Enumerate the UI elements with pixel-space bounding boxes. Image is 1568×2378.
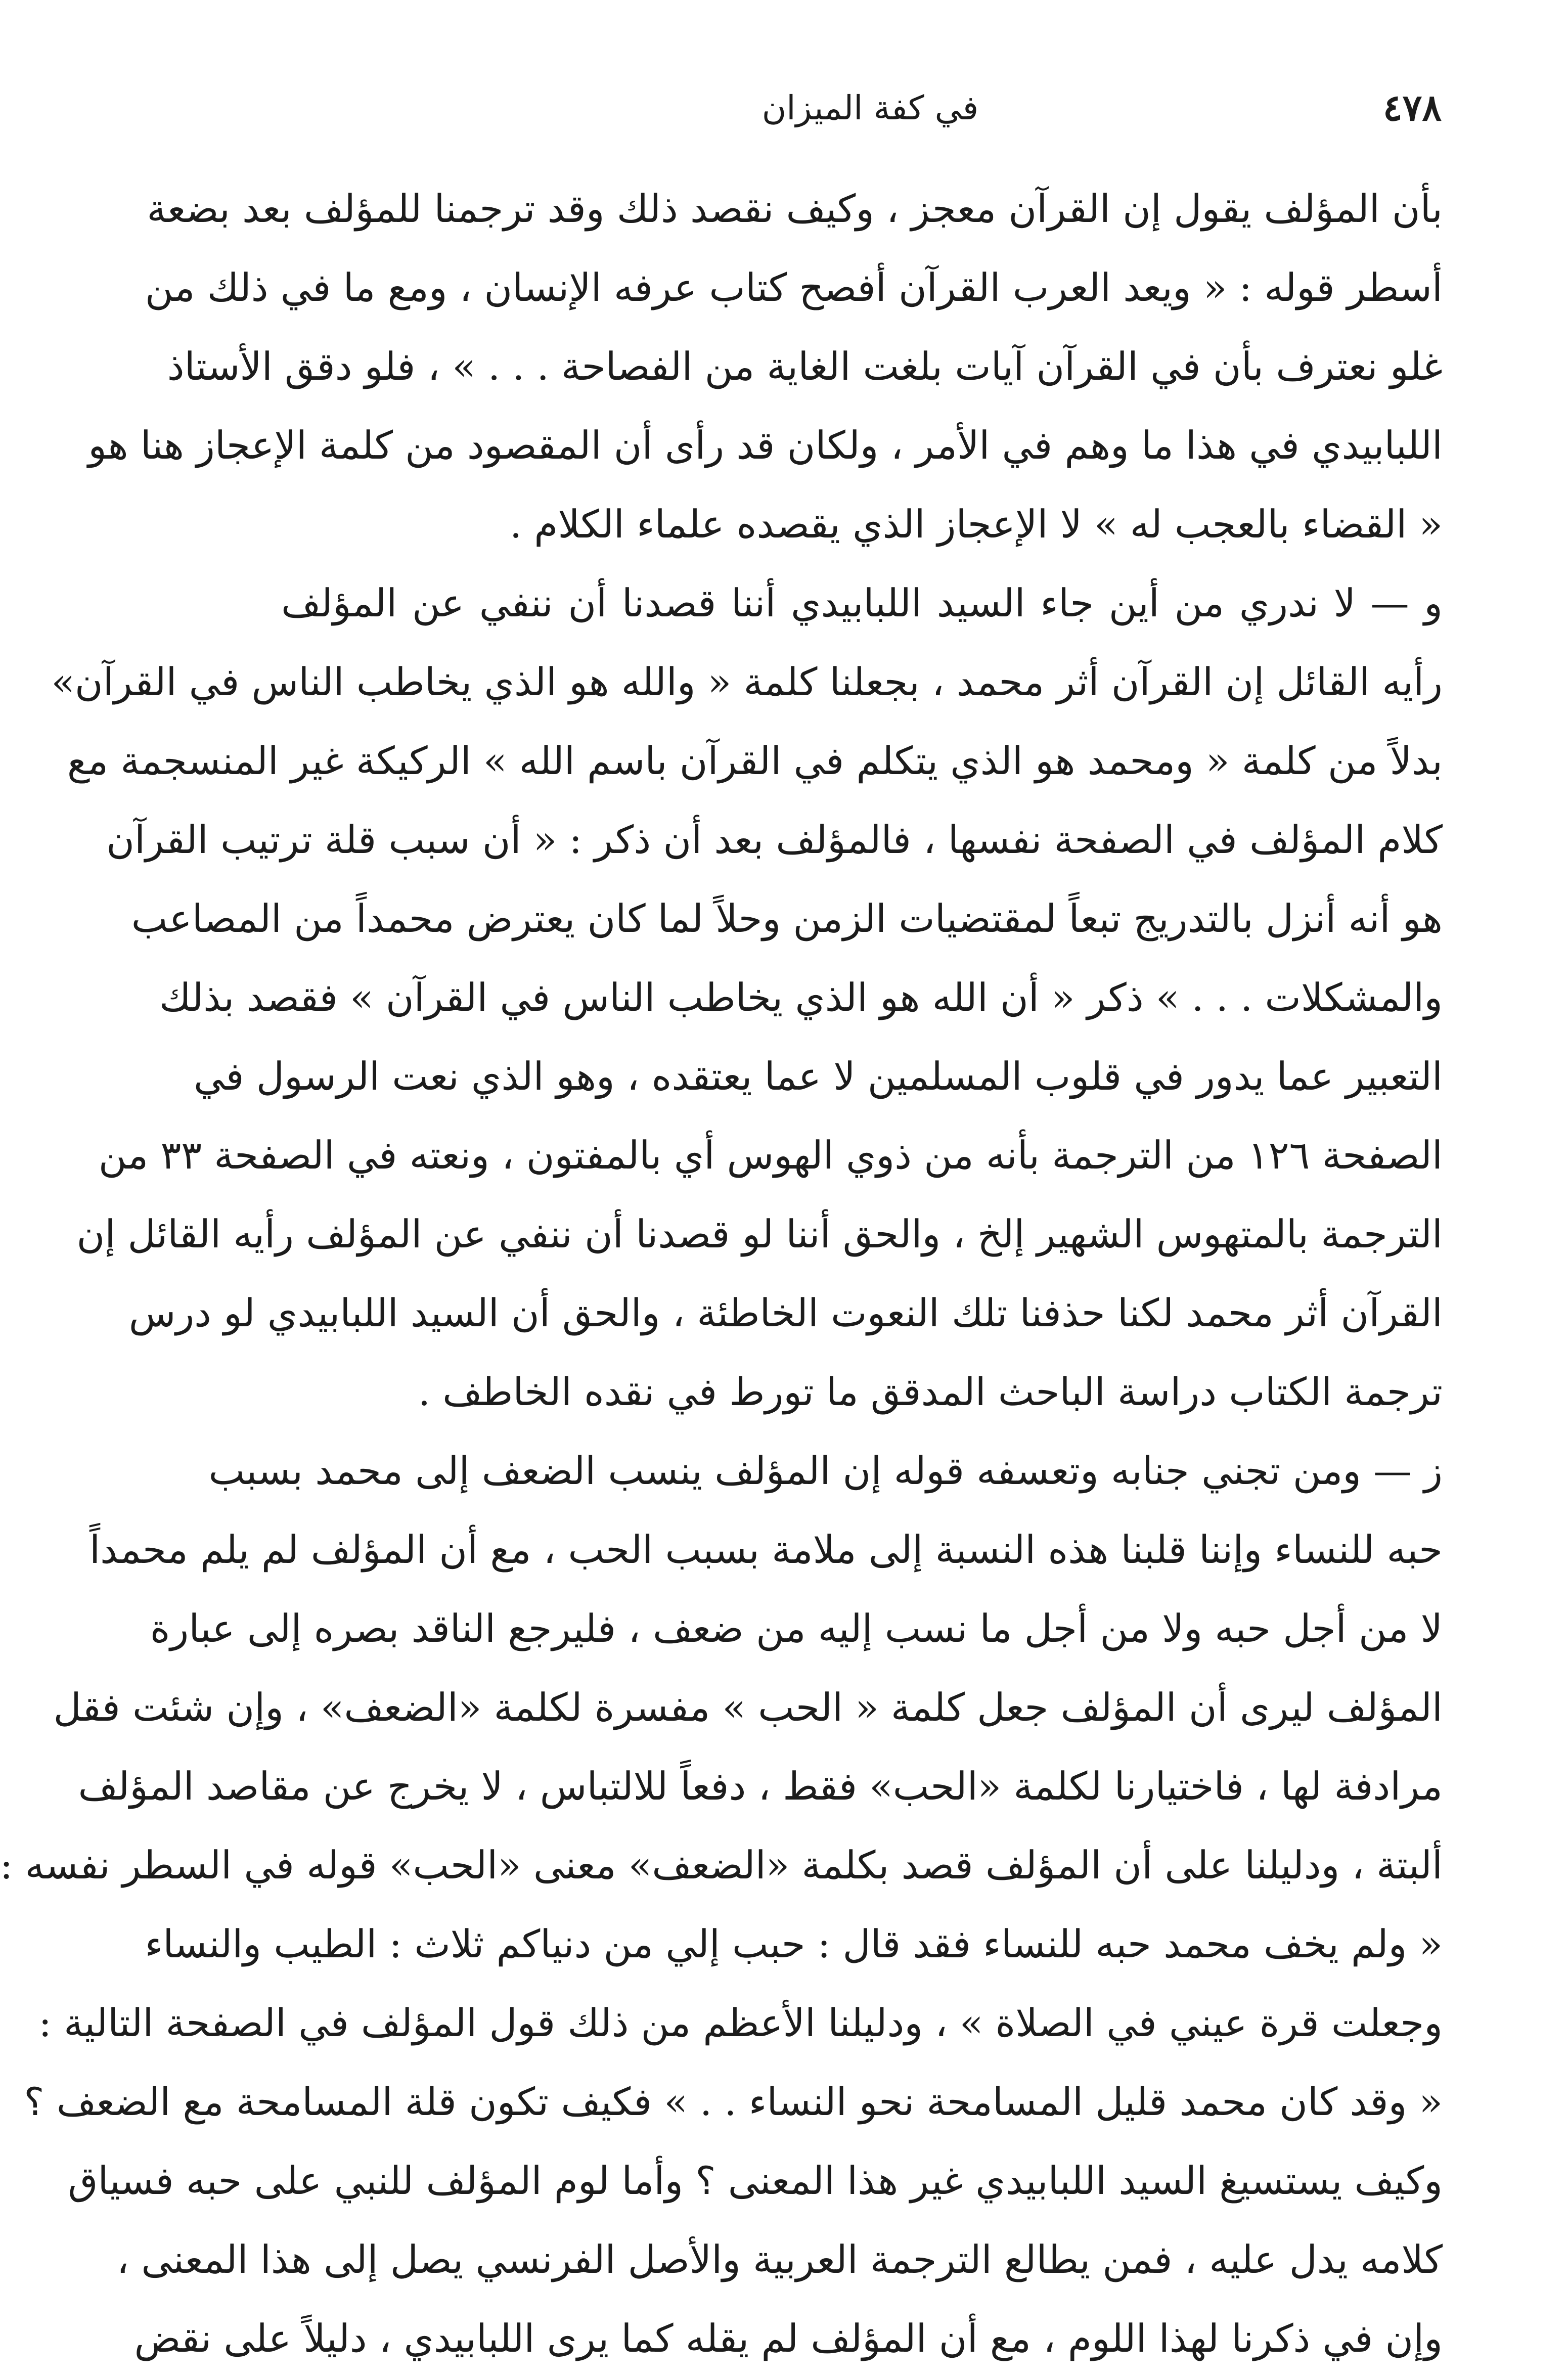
running-head (299, 76, 1442, 137)
body-text (0, 169, 1443, 2378)
text-line: لا من أجل حبه ولا من أجل ما نسب إليه من ضعف ، فليرجع الناقد بصره إلى عبارة (150, 1606, 1443, 1651)
text-line: التعبير عما يدور في قلوب المسلمين لا عما يعتقده ، وهو الذي نعت الرسول في (193, 1054, 1443, 1099)
text-line: القرآن أثر محمد لكنا حذفنا تلك النعوت الخاطئة ، والحق أن السيد اللبابيدي لو درس (128, 1290, 1443, 1335)
text-line: رأيه القائل إن القرآن أثر محمد ، بجعلنا كلمة « والله هو الذي يخاطب الناس في القرآن» (51, 659, 1443, 704)
text-line: بدلاً من كلمة « ومحمد هو الذي يتكلم في القرآن باسم الله » الركيكة غير المنسجمة مع (67, 738, 1443, 783)
text-line: هو أنه أنزل بالتدريج تبعاً لمقتضيات الزمن وحلاً لما كان يعترض محمداً من المصاعب (131, 896, 1443, 941)
text-line: بأن المؤلف يقول إن القرآن معجز ، وكيف نقصد ذلك وقد ترجمنا للمؤلف بعد بضعة (147, 186, 1443, 231)
text-line: ألبتة ، ودليلنا على أن المؤلف قصد بكلمة «الضعف» معنى «الحب» قوله في السطر نفسه : (0, 1843, 1443, 1888)
text-line: كلام المؤلف في الصفحة نفسها ، فالمؤلف بعد أن ذكر : « أن سبب قلة ترتيب القرآن (106, 817, 1443, 862)
text-line: وجعلت قرة عيني في الصلاة » ، ودليلنا الأعظم من ذلك قول المؤلف في الصفحة التالية : (38, 2000, 1443, 2045)
text-line: وكيف يستسيغ السيد اللبابيدي غير هذا المعنى ؟ وأما لوم المؤلف للنبي على حبه فسياق (68, 2158, 1443, 2203)
text-line: أسطر قوله : « ويعد العرب القرآن أفصح كتاب عرفه الإنسان ، ومع ما في ذلك من (145, 265, 1443, 310)
text-line: كلامه يدل عليه ، فمن يطالع الترجمة العربية والأصل الفرنسي يصل إلى هذا المعنى ، (116, 2237, 1443, 2282)
text-line: و — لا ندري من أين جاء السيد اللبابيدي أننا قصدنا أن ننفي عن المؤلف (281, 580, 1443, 625)
text-line: والمشكلات . . . » ذكر « أن الله هو الذي يخاطب الناس في القرآن » فقصد بذلك (159, 975, 1443, 1020)
text-line: الترجمة بالمتهوس الشهير إلخ ، والحق أننا لو قصدنا أن ننفي عن المؤلف رأيه القائل إن (76, 1212, 1443, 1257)
text-line: الصفحة ١٢٦ من الترجمة بأنه من ذوي الهوس أي بالمفتون ، ونعته في الصفحة ٣٣ من (98, 1133, 1443, 1178)
text-line: وإن في ذكرنا لهذا اللوم ، مع أن المؤلف لم يقله كما يرى اللبابيدي ، دليلاً على نقض (134, 2316, 1443, 2361)
running-title: في كفة الميزان (761, 88, 979, 127)
text-line: اللبابيدي في هذا ما وهم في الأمر ، ولكان قد رأى أن المقصود من كلمة الإعجاز هنا هو (88, 423, 1443, 468)
text-line: مرادفة لها ، فاختيارنا لكلمة «الحب» فقط ، دفعاً للالتباس ، لا يخرج عن مقاصد المؤلف (78, 1764, 1443, 1809)
text-line: « ولم يخف محمد حبه للنساء فقد قال : حبب إلي من دنياكم ثلاث : الطيب والنساء (145, 1921, 1443, 1966)
text-line: غلو نعترف بأن في القرآن آيات بلغت الغاية من الفصاحة . . . » ، فلو دقق الأستاذ (167, 344, 1443, 389)
text-line: المؤلف ليرى أن المؤلف جعل كلمة « الحب » مفسرة لكلمة «الضعف» ، وإن شئت فقل (53, 1685, 1443, 1730)
page-number: ٤٧٨ (1382, 86, 1442, 129)
text-line: ز — ومن تجني جنابه وتعسفه قوله إن المؤلف ينسب الضعف إلى محمد بسبب (208, 1448, 1443, 1493)
text-line: « القضاء بالعجب له » لا الإعجاز الذي يقصده علماء الكلام . (509, 502, 1443, 547)
text-line: « وقد كان محمد قليل المسامحة نحو النساء . . » فكيف تكون قلة المسامحة مع الضعف ؟ (24, 2079, 1443, 2124)
text-line: حبه للنساء وإننا قلبنا هذه النسبة إلى ملامة بسبب الحب ، مع أن المؤلف لم يلم محمداً (89, 1527, 1443, 1572)
text-line: ترجمة الكتاب دراسة الباحث المدقق ما تورط في نقده الخاطف . (418, 1369, 1443, 1414)
